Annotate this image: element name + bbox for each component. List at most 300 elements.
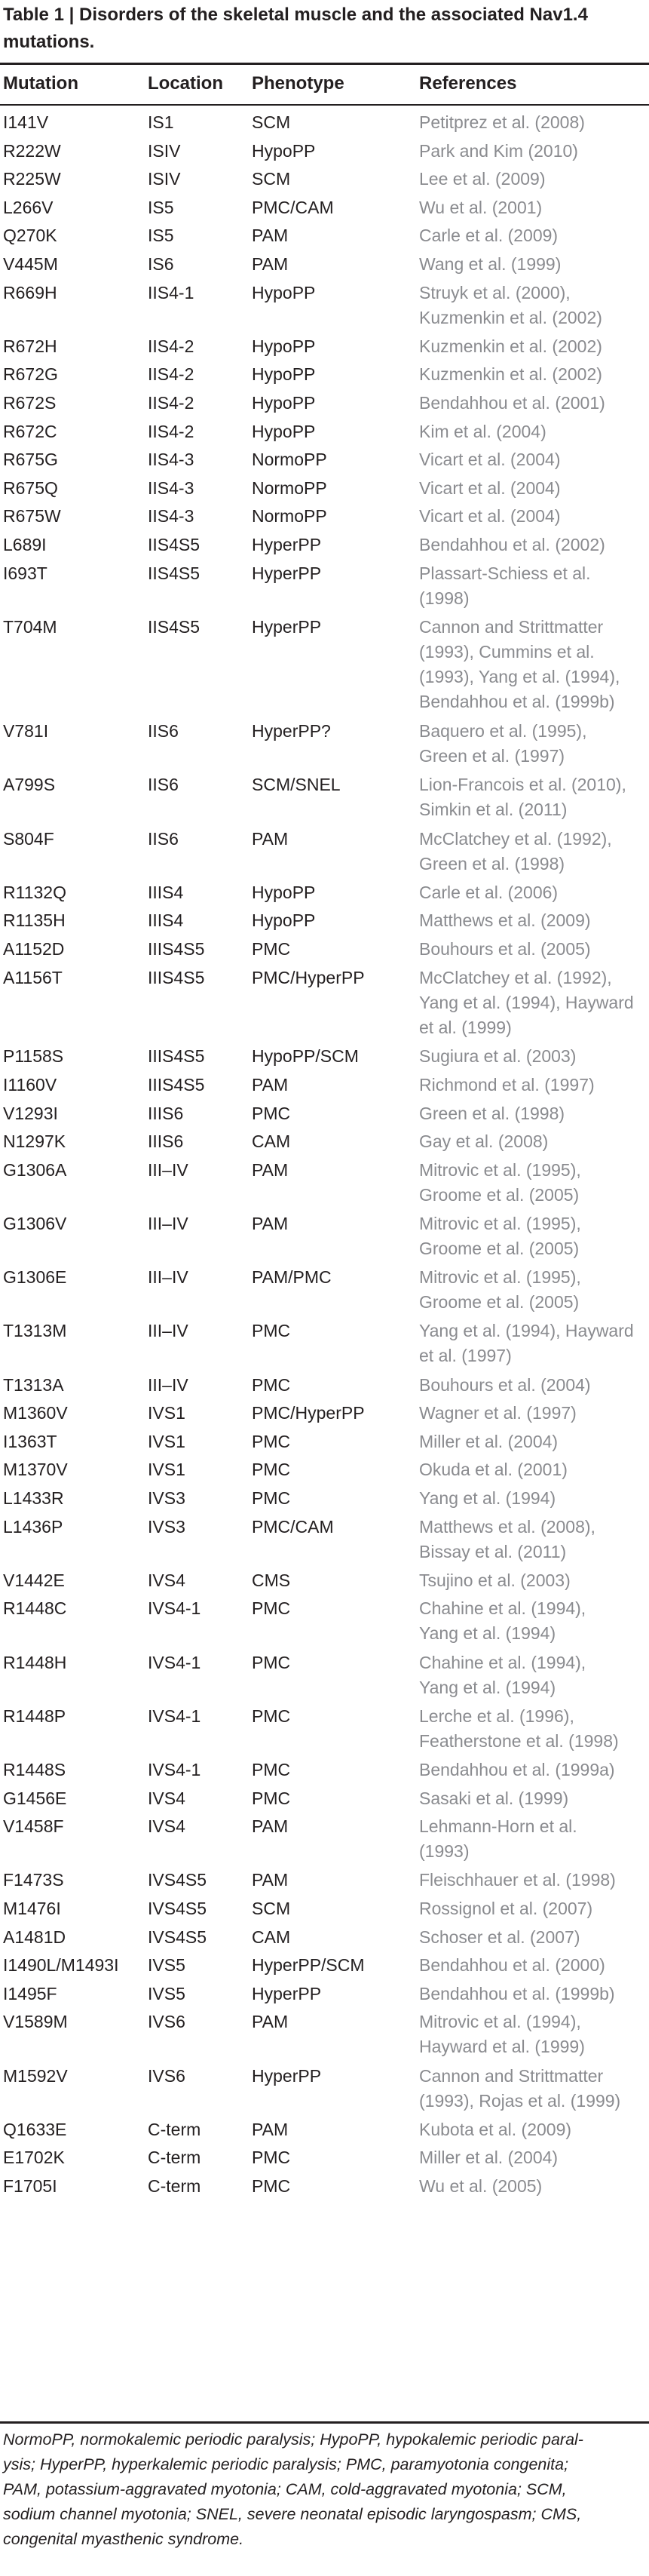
reference-line: Bendahhou et al. (1999b)	[419, 1983, 615, 2003]
phenotype-cell: HypoPP	[252, 140, 316, 161]
mutation-cell: V1458F	[3, 1816, 64, 1837]
location-cell: IIIS6	[148, 1131, 184, 1152]
location-cell: IIIS4	[148, 882, 184, 902]
references-cell	[419, 1319, 645, 1368]
phenotype-cell: HypoPP/SCM	[252, 1046, 359, 1067]
references-cell	[419, 937, 645, 962]
location-cell: IIIS4S5	[148, 939, 205, 959]
reference-line: Cannon and Strittmatter	[419, 2065, 604, 2086]
references-cell	[419, 827, 645, 877]
references-cell	[419, 1101, 645, 1126]
reference-line: Lee et al. (2009)	[419, 169, 546, 189]
reference-line: Petitprez et al. (2008)	[419, 112, 585, 132]
reference-line: Hayward et al. (1999)	[419, 2037, 585, 2057]
location-cell: IIS4-2	[148, 393, 194, 413]
reference-line: (1993)	[419, 1841, 470, 1862]
location-cell: IIIS4	[148, 910, 184, 931]
location-cell: IVS4-1	[148, 1706, 201, 1726]
location-cell: IIS4S5	[148, 616, 201, 637]
location-cell: ISIV	[148, 169, 181, 189]
reference-line: Bouhours et al. (2004)	[419, 1374, 591, 1395]
phenotype-cell: PMC/HyperPP	[252, 1403, 365, 1423]
reference-line: Mitrovic et al. (1995),	[419, 1267, 581, 1288]
reference-line: Yang et al. (1994), Hayward	[419, 1321, 634, 1341]
mutation-cell: G1306A	[3, 1159, 67, 1180]
location-cell: IVS1	[148, 1431, 185, 1451]
reference-line: Simkin et al. (2011)	[419, 800, 568, 820]
phenotype-cell: PMC/CAM	[252, 197, 334, 217]
reference-line: Groome et al. (2005)	[419, 1184, 580, 1205]
mutation-cell: A1156T	[3, 967, 63, 987]
phenotype-cell: PAM	[252, 1159, 289, 1180]
reference-line: Sugiura et al. (2003)	[419, 1046, 577, 1067]
references-cell	[419, 1401, 645, 1426]
reference-line: Lion-Francois et al. (2010),	[419, 775, 626, 795]
mutation-cell: A1481D	[3, 1927, 66, 1947]
location-cell: IIS4-2	[148, 336, 194, 356]
mutation-cell: R672H	[3, 336, 57, 356]
phenotype-cell: PMC	[252, 1598, 291, 1619]
mutation-cell: G1306E	[3, 1267, 67, 1288]
references-cell	[419, 1896, 645, 1921]
reference-line: Tsujino et al. (2003)	[419, 1570, 571, 1590]
mutation-cell: L1436P	[3, 1516, 63, 1537]
references-cell	[419, 2145, 645, 2170]
mutation-cell: F1705I	[3, 2176, 57, 2196]
phenotype-cell: CAM	[252, 1927, 291, 1947]
phenotype-cell: HyperPP	[252, 535, 322, 554]
location-cell: III–IV	[148, 1159, 188, 1180]
phenotype-cell: PMC	[252, 2148, 291, 2168]
phenotype-cell: HyperPP	[252, 563, 322, 583]
references-cell	[419, 1158, 645, 1208]
location-cell: IS1	[148, 112, 174, 132]
references-cell	[419, 1073, 645, 1098]
header-location: Location	[148, 73, 223, 94]
location-cell: IVS4S5	[148, 1870, 207, 1890]
mutation-cell: R672G	[3, 364, 58, 385]
mutation-cell: M1370V	[3, 1460, 68, 1480]
references-cell	[419, 362, 645, 387]
reference-line: Sasaki et al. (1999)	[419, 1788, 569, 1808]
references-cell	[419, 334, 645, 359]
reference-line: Okuda et al. (2001)	[419, 1460, 568, 1480]
references-cell	[419, 252, 645, 277]
phenotype-cell: SCM	[252, 169, 291, 189]
mutation-cell: I693T	[3, 563, 47, 583]
mutation-cell: P1158S	[3, 1046, 64, 1067]
location-cell: IIS4-3	[148, 477, 194, 498]
reference-line: Bouhours et al. (2005)	[419, 939, 591, 959]
reference-line: Bissay et al. (2011)	[419, 1541, 567, 1561]
location-cell: IIIS4S5	[148, 1046, 205, 1067]
references-cell	[419, 476, 645, 501]
reference-line: Miller et al. (2004)	[419, 2148, 559, 2168]
mutation-cell: V1442E	[3, 1570, 65, 1590]
footnote-line: congenital myasthenic syndrome.	[3, 2530, 244, 2548]
mutation-cell: R672S	[3, 393, 57, 413]
location-cell: IIS4S5	[148, 563, 201, 583]
reference-line: Schoser et al. (2007)	[419, 1927, 580, 1947]
reference-line: (1993), Yang et al. (1994),	[419, 666, 620, 686]
phenotype-cell: CMS	[252, 1570, 291, 1590]
phenotype-cell: PMC	[252, 1488, 291, 1508]
mutation-cell: G1456E	[3, 1788, 67, 1808]
references-cell	[419, 908, 645, 933]
references-cell	[419, 772, 645, 822]
phenotype-cell: PMC	[252, 1431, 291, 1451]
references-cell	[419, 1982, 645, 2006]
mutation-cell: N1297K	[3, 1131, 66, 1152]
location-cell: III–IV	[148, 1267, 188, 1288]
mutation-cell: R1448H	[3, 1652, 67, 1672]
mutation-cell: L689I	[3, 535, 47, 554]
location-cell: IIIS6	[148, 1103, 184, 1123]
reference-line: Chahine et al. (1994),	[419, 1598, 586, 1619]
header-rule	[0, 104, 649, 106]
references-cell	[419, 719, 645, 769]
mutation-cell: S804F	[3, 828, 54, 849]
references-cell	[419, 2174, 645, 2199]
location-cell: IVS3	[148, 1516, 185, 1537]
location-cell: C-term	[148, 2148, 201, 2168]
mutation-cell: V1589M	[3, 2012, 68, 2032]
reference-line: Vicart et al. (2004)	[419, 506, 561, 527]
phenotype-cell: PAM	[252, 1075, 289, 1095]
reference-line: Featherstone et al. (1998)	[419, 1730, 619, 1751]
caption-title: Disorders of the skeletal muscle and the associated Nav1.4	[78, 5, 588, 25]
reference-line: Struyk et al. (2000),	[419, 282, 571, 302]
location-cell: IVS1	[148, 1460, 185, 1480]
reference-line: Carle et al. (2006)	[419, 882, 559, 902]
references-cell	[419, 139, 645, 164]
mutation-cell: G1306V	[3, 1214, 67, 1233]
location-cell: IIS4-2	[148, 364, 194, 385]
mutation-cell: F1473S	[3, 1870, 64, 1890]
table-caption	[3, 2, 644, 56]
reference-line: Groome et al. (2005)	[419, 1292, 580, 1313]
reference-line: Kuzmenkin et al. (2002)	[419, 307, 602, 327]
phenotype-cell: HypoPP	[252, 364, 316, 385]
phenotype-cell: PAM	[252, 2119, 289, 2139]
phenotype-cell: PAM	[252, 254, 289, 274]
mutation-cell: R225W	[3, 169, 61, 189]
location-cell: C-term	[148, 2119, 201, 2139]
location-cell: IVS4S5	[148, 1927, 207, 1947]
phenotype-cell: PMC/CAM	[252, 1516, 334, 1537]
references-cell	[419, 1373, 645, 1398]
footnote-line: NormoPP, normokalemic periodic paralysis; HypoPP, hypokalemic periodic paral-	[3, 2430, 583, 2449]
references-cell	[419, 195, 645, 220]
location-cell: IVS4	[148, 1788, 185, 1808]
phenotype-cell: SCM/SNEL	[252, 775, 341, 795]
reference-line: Mitrovic et al. (1995),	[419, 1214, 581, 1233]
location-cell: III–IV	[148, 1374, 188, 1395]
mutation-cell: Q1633E	[3, 2119, 67, 2139]
mutation-cell: I1363T	[3, 1431, 57, 1451]
location-cell: IVS5	[148, 1955, 185, 1976]
location-cell: IIS4-3	[148, 450, 194, 470]
references-cell	[419, 966, 645, 1040]
location-cell: IIS6	[148, 775, 179, 795]
reference-line: Kubota et al. (2009)	[419, 2119, 572, 2139]
references-cell	[419, 1868, 645, 1893]
phenotype-cell: HyperPP	[252, 1983, 322, 2003]
reference-line: Wu et al. (2005)	[419, 2176, 543, 2196]
phenotype-cell: HypoPP	[252, 910, 316, 931]
phenotype-cell: PMC	[252, 2176, 291, 2196]
references-cell	[419, 1953, 645, 1978]
reference-line: Groome et al. (2005)	[419, 1239, 580, 1258]
reference-line: Bendahhou et al. (2001)	[419, 393, 605, 413]
location-cell: IS5	[148, 197, 174, 217]
reference-line: Wagner et al. (1997)	[419, 1403, 577, 1423]
location-cell: IVS4S5	[148, 1899, 207, 1918]
reference-line: Yang et al. (1994)	[419, 1677, 556, 1697]
mutation-cell: V1293I	[3, 1103, 58, 1123]
references-cell	[419, 1429, 645, 1454]
reference-line: Matthews et al. (2008),	[419, 1516, 595, 1537]
location-cell: IVS4-1	[148, 1760, 201, 1779]
mutation-cell: A799S	[3, 775, 56, 795]
reference-line: Lerche et al. (1996),	[419, 1706, 574, 1726]
reference-line: et al. (1997)	[419, 1346, 512, 1366]
reference-line: (1998)	[419, 588, 470, 608]
reference-line: Wu et al. (2001)	[419, 197, 543, 217]
table-footnote	[3, 2427, 645, 2552]
table-label: Table 1 |	[3, 5, 75, 25]
reference-line: Kim et al. (2004)	[419, 421, 546, 441]
caption-line-1	[3, 2, 644, 29]
phenotype-cell: PMC	[252, 939, 291, 959]
phenotype-cell: PMC	[252, 1760, 291, 1779]
caption-line-2: mutations.	[3, 32, 95, 52]
phenotype-cell: PMC	[252, 1103, 291, 1123]
footnote-line: PAM, potassium-aggravated myotonia; CAM, cold-aggravated myotonia; SCM,	[3, 2480, 567, 2498]
mutation-cell: T704M	[3, 616, 57, 637]
location-cell: IVS6	[148, 2012, 185, 2032]
references-cell	[419, 1596, 645, 1646]
mutation-cell: R675W	[3, 506, 61, 527]
reference-line: Green et al. (1998)	[419, 1103, 565, 1123]
phenotype-cell: PMC	[252, 1788, 291, 1808]
references-cell	[419, 1568, 645, 1593]
references-cell	[419, 1265, 645, 1315]
references-cell	[419, 1786, 645, 1811]
phenotype-cell: PMC	[252, 1706, 291, 1726]
references-cell	[419, 1704, 645, 1754]
reference-line: Green et al. (1997)	[419, 746, 565, 766]
phenotype-cell: PMC	[252, 1374, 291, 1395]
references-cell	[419, 1044, 645, 1069]
phenotype-cell: SCM	[252, 112, 291, 132]
references-cell	[419, 419, 645, 444]
reference-line: Vicart et al. (2004)	[419, 477, 561, 498]
header-references: References	[419, 73, 517, 94]
location-cell: IVS4-1	[148, 1598, 201, 1619]
references-cell	[419, 110, 645, 135]
reference-line: (1993), Cummins et al.	[419, 641, 595, 662]
mutation-cell: I141V	[3, 112, 49, 132]
phenotype-cell: PMC	[252, 1460, 291, 1480]
references-cell	[419, 1814, 645, 1864]
references-cell	[419, 504, 645, 529]
reference-line: Bendahhou et al. (2002)	[419, 535, 605, 554]
mutation-cell: I1495F	[3, 1983, 57, 2003]
phenotype-cell: HyperPP/SCM	[252, 1955, 365, 1976]
phenotype-cell: HypoPP	[252, 336, 316, 356]
references-cell	[419, 1129, 645, 1154]
reference-line: Yang et al. (1994)	[419, 1488, 556, 1508]
mutation-cell: A1152D	[3, 939, 65, 959]
mutation-cell: M1360V	[3, 1403, 68, 1423]
phenotype-cell: PAM	[252, 1816, 289, 1837]
mutation-cell: R1448P	[3, 1706, 66, 1726]
location-cell: IIS4-3	[148, 506, 194, 527]
reference-line: Chahine et al. (1994),	[419, 1652, 586, 1672]
location-cell: III–IV	[148, 1321, 188, 1341]
mutation-cell: I1160V	[3, 1075, 57, 1095]
location-cell: IVS5	[148, 1983, 185, 2003]
footnote-line: ysis; HyperPP, hyperkalemic periodic paralysis; PMC, paramyotonia congenita;	[3, 2455, 569, 2473]
references-cell	[419, 447, 645, 472]
location-cell: IS6	[148, 254, 174, 274]
footnote-line: sodium channel myotonia; SNEL, severe neonatal episodic laryngospasm; CMS,	[3, 2505, 582, 2523]
location-cell: IVS4-1	[148, 1652, 201, 1672]
phenotype-cell: PAM	[252, 2012, 289, 2032]
references-cell	[419, 1486, 645, 1511]
mutation-cell: R675Q	[3, 477, 58, 498]
reference-line: Green et al. (1998)	[419, 853, 565, 874]
phenotype-cell: NormoPP	[252, 506, 327, 527]
location-cell: C-term	[148, 2176, 201, 2196]
reference-line: Baquero et al. (1995),	[419, 721, 587, 741]
mutation-cell: M1592V	[3, 2065, 68, 2086]
location-cell: IIS4-1	[148, 282, 194, 302]
reference-line: Kuzmenkin et al. (2002)	[419, 336, 602, 356]
mutation-cell: M1476I	[3, 1899, 61, 1918]
references-cell	[419, 615, 645, 714]
mutation-cell: E1702K	[3, 2148, 65, 2168]
references-cell	[419, 1925, 645, 1950]
reference-line: Miller et al. (2004)	[419, 1431, 559, 1451]
reference-line: Vicart et al. (2004)	[419, 450, 561, 470]
mutation-cell: R1135H	[3, 910, 66, 931]
reference-line: Bendahhou et al. (2000)	[419, 1955, 605, 1976]
reference-line: Mitrovic et al. (1994),	[419, 2012, 581, 2032]
location-cell: IVS6	[148, 2065, 185, 2086]
mutation-cell: V445M	[3, 254, 58, 274]
references-cell	[419, 167, 645, 192]
phenotype-cell: PMC	[252, 1652, 291, 1672]
mutation-cell: R1448C	[3, 1598, 67, 1619]
mutation-cell: R675G	[3, 450, 58, 470]
reference-line: Rossignol et al. (2007)	[419, 1899, 593, 1918]
location-cell: ISIV	[148, 140, 181, 161]
bottom-rule	[0, 2421, 649, 2424]
reference-line: Yang et al. (1994), Hayward	[419, 992, 634, 1012]
header-phenotype: Phenotype	[252, 73, 344, 94]
references-cell	[419, 2064, 645, 2114]
location-cell: III–IV	[148, 1214, 188, 1233]
reference-line: Bendahhou et al. (1999b)	[419, 691, 615, 711]
reference-line: Fleischhauer et al. (1998)	[419, 1870, 616, 1890]
reference-line: Plassart-Schiess et al.	[419, 563, 591, 583]
mutation-cell: R672C	[3, 421, 57, 441]
reference-line: (1993), Rojas et al. (1999)	[419, 2090, 621, 2111]
references-cell	[419, 1758, 645, 1782]
references-cell	[419, 1457, 645, 1482]
references-cell	[419, 561, 645, 611]
header-mutation: Mutation	[3, 73, 78, 94]
references-cell	[419, 1515, 645, 1564]
reference-line: Park and Kim (2010)	[419, 140, 578, 161]
references-cell	[419, 281, 645, 330]
reference-line: Lehmann-Horn et al.	[419, 1816, 577, 1837]
reference-line: et al. (1999)	[419, 1017, 512, 1037]
location-cell: IIIS4S5	[148, 967, 205, 987]
table-header	[0, 64, 649, 102]
location-cell: IVS3	[148, 1488, 185, 1508]
phenotype-cell: NormoPP	[252, 450, 327, 470]
location-cell: IIS4S5	[148, 535, 201, 554]
location-cell: IIIS4S5	[148, 1075, 205, 1095]
phenotype-cell: PAM	[252, 828, 289, 849]
references-cell	[419, 1650, 645, 1700]
mutation-cell: Q270K	[3, 226, 57, 246]
reference-line: Carle et al. (2009)	[419, 226, 559, 246]
reference-line: Kuzmenkin et al. (2002)	[419, 364, 602, 385]
phenotype-cell: HypoPP	[252, 421, 316, 441]
phenotype-cell: PAM	[252, 1870, 289, 1890]
references-cell	[419, 880, 645, 905]
phenotype-cell: HypoPP	[252, 393, 316, 413]
phenotype-cell: NormoPP	[252, 477, 327, 498]
location-cell: IVS4	[148, 1816, 185, 1837]
reference-line: McClatchey et al. (1992),	[419, 828, 612, 849]
reference-line: Cannon and Strittmatter	[419, 616, 604, 637]
references-cell	[419, 1211, 645, 1261]
phenotype-cell: HypoPP	[252, 282, 316, 302]
references-cell	[419, 2117, 645, 2142]
reference-line: Gay et al. (2008)	[419, 1131, 549, 1152]
references-cell	[419, 2010, 645, 2059]
mutation-cell: R1132Q	[3, 882, 66, 902]
mutation-cell: T1313A	[3, 1374, 64, 1395]
reference-line: Richmond et al. (1997)	[419, 1075, 595, 1095]
mutation-cell: I1490L/M1493I	[3, 1955, 119, 1976]
location-cell: IIS4-2	[148, 421, 194, 441]
reference-line: Yang et al. (1994)	[419, 1623, 556, 1644]
phenotype-cell: PAM	[252, 226, 289, 246]
phenotype-cell: PAM/PMC	[252, 1267, 332, 1288]
phenotype-cell: HyperPP	[252, 616, 322, 637]
phenotype-cell: PMC/HyperPP	[252, 967, 365, 987]
reference-line: Matthews et al. (2009)	[419, 910, 591, 931]
phenotype-cell: SCM	[252, 1899, 291, 1918]
phenotype-cell: PAM	[252, 1214, 289, 1233]
location-cell: IIS6	[148, 828, 179, 849]
mutation-cell: T1313M	[3, 1321, 67, 1341]
references-cell	[419, 391, 645, 416]
phenotype-cell: CAM	[252, 1131, 291, 1152]
location-cell: IIS6	[148, 721, 179, 741]
mutation-cell: L266V	[3, 197, 54, 217]
location-cell: IS5	[148, 226, 174, 246]
references-cell	[419, 223, 645, 248]
location-cell: IVS1	[148, 1403, 185, 1423]
phenotype-cell: HyperPP	[252, 2065, 322, 2086]
